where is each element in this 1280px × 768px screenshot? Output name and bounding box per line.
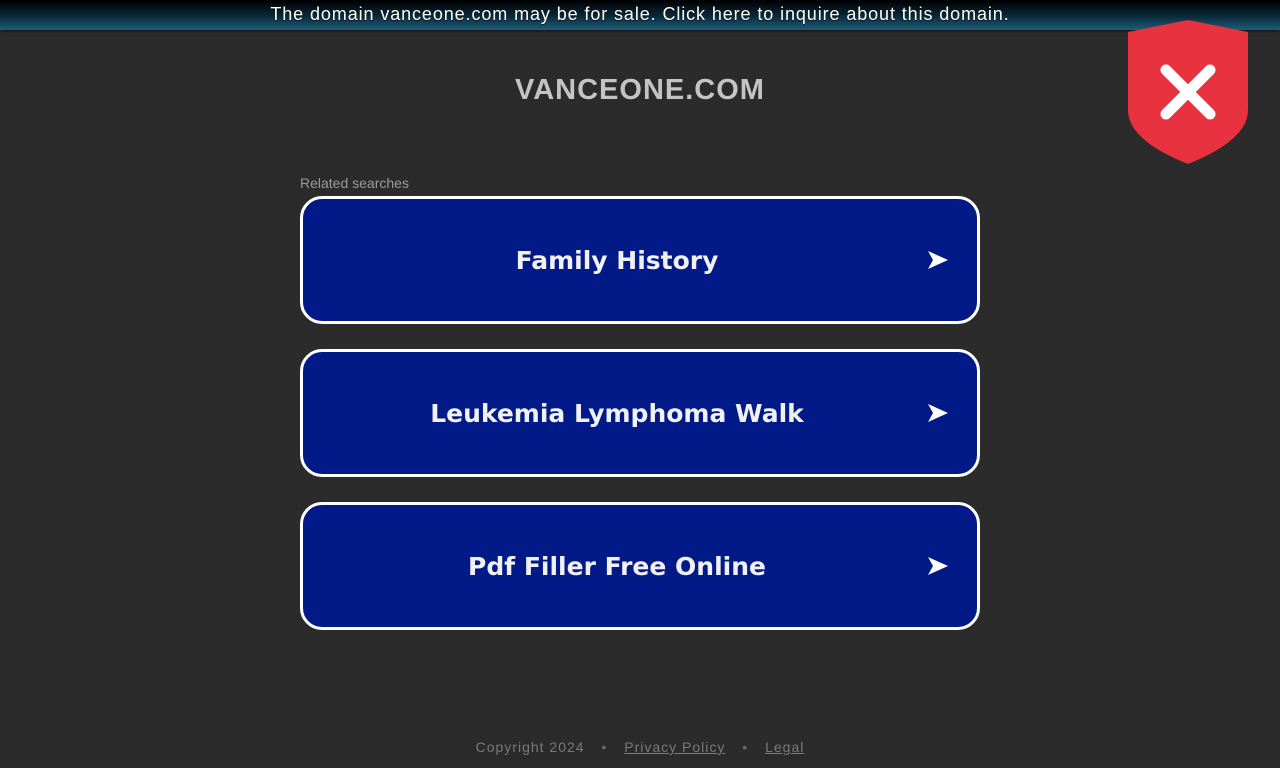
arrow-right-icon xyxy=(927,555,949,577)
related-search-label: Family History xyxy=(515,245,719,275)
arrow-right-icon xyxy=(927,249,949,271)
related-searches-label: Related searches xyxy=(300,175,409,191)
arrow-right-icon xyxy=(927,402,949,424)
related-search-leukemia-lymphoma-walk[interactable] xyxy=(300,349,980,477)
footer-separator: • xyxy=(601,739,608,755)
related-search-pdf-filler-free-online[interactable] xyxy=(300,502,980,630)
related-search-family-history[interactable] xyxy=(300,196,980,324)
banner-text[interactable]: The domain vanceone.com may be for sale. Click here to inquire about this domain. xyxy=(270,3,1010,24)
footer-separator: • xyxy=(742,739,749,755)
footer xyxy=(0,739,1280,755)
site-title: VANCEONE.COM xyxy=(515,74,765,106)
legal-link[interactable]: Legal xyxy=(765,739,805,755)
related-search-label: Leukemia Lymphoma Walk xyxy=(430,398,804,428)
copyright-text: Copyright 2024 xyxy=(475,739,585,755)
domain-sale-banner[interactable] xyxy=(0,0,1280,30)
shield-x-icon xyxy=(1126,18,1250,166)
privacy-policy-link[interactable]: Privacy Policy xyxy=(624,739,726,755)
related-search-label: Pdf Filler Free Online xyxy=(468,551,766,581)
